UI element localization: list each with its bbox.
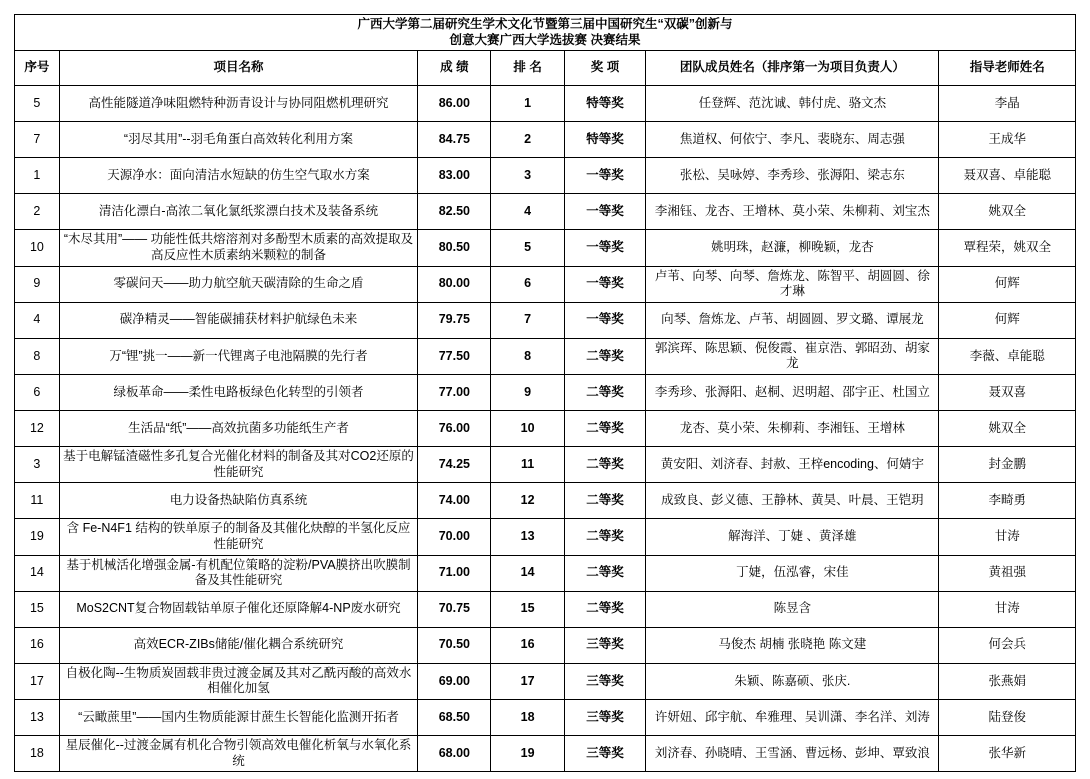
row-rank: 7	[491, 302, 564, 338]
row-score: 83.00	[418, 158, 491, 194]
row-score: 77.00	[418, 375, 491, 411]
row-members: 马俊杰 胡楠 张晓艳 陈文建	[646, 627, 939, 663]
row-teacher: 王成华	[939, 122, 1076, 158]
column-header-rank: 排 名	[491, 51, 564, 86]
row-score: 70.00	[418, 519, 491, 555]
row-rank: 4	[491, 194, 564, 230]
row-score: 86.00	[418, 86, 491, 122]
row-members: 丁婕，伍泓睿，宋佳	[646, 555, 939, 591]
table-body	[15, 86, 1076, 772]
table-row	[15, 519, 1076, 555]
row-project-name: MoS2CNT复合物固载钴单原子催化还原降解4-NP废水研究	[59, 591, 417, 627]
row-teacher: 何辉	[939, 302, 1076, 338]
column-header-award: 奖 项	[564, 51, 645, 86]
table-row	[15, 122, 1076, 158]
row-members: 成致良、彭义德、王静林、黄昊、叶晨、王铠玥	[646, 483, 939, 519]
row-no: 12	[15, 411, 60, 447]
row-score: 70.50	[418, 627, 491, 663]
column-header-row	[15, 51, 1076, 86]
row-no: 16	[15, 627, 60, 663]
row-no: 9	[15, 266, 60, 302]
row-award: 一等奖	[564, 158, 645, 194]
column-header-score: 成 绩	[418, 51, 491, 86]
row-no: 11	[15, 483, 60, 519]
row-no: 14	[15, 555, 60, 591]
table-row	[15, 375, 1076, 411]
row-project-name: 天源净水：面向清洁水短缺的仿生空气取水方案	[59, 158, 417, 194]
row-score: 80.00	[418, 266, 491, 302]
row-no: 13	[15, 700, 60, 736]
row-no: 19	[15, 519, 60, 555]
table-row	[15, 86, 1076, 122]
row-members: 许妍妞、邱宇航、牟雅理、吴训潇、李名洋、刘涛	[646, 700, 939, 736]
row-award: 二等奖	[564, 483, 645, 519]
row-award: 一等奖	[564, 194, 645, 230]
row-award: 一等奖	[564, 266, 645, 302]
table-row	[15, 158, 1076, 194]
row-project-name: “云瞰蔗里”——国内生物质能源甘蔗生长智能化监测开拓者	[59, 700, 417, 736]
row-award: 二等奖	[564, 375, 645, 411]
row-score: 82.50	[418, 194, 491, 230]
table-row	[15, 627, 1076, 663]
row-teacher: 姚双全	[939, 411, 1076, 447]
row-members: 向琴、詹炼龙、卢苇、胡圆圆、罗文璐、谭展龙	[646, 302, 939, 338]
table-row	[15, 736, 1076, 772]
row-no: 6	[15, 375, 60, 411]
row-project-name: 高效ECR-ZIBs储能/催化耦合系统研究	[59, 627, 417, 663]
row-no: 3	[15, 447, 60, 483]
row-teacher: 李晶	[939, 86, 1076, 122]
row-project-name: 星辰催化--过渡金属有机化合物引领高效电催化析氧与水氧化系统	[59, 736, 417, 772]
row-award: 特等奖	[564, 86, 645, 122]
row-rank: 6	[491, 266, 564, 302]
table-row	[15, 591, 1076, 627]
row-no: 8	[15, 338, 60, 374]
row-project-name: 零碳问天——助力航空航天碳清除的生命之盾	[59, 266, 417, 302]
row-rank: 5	[491, 230, 564, 266]
row-award: 二等奖	[564, 411, 645, 447]
row-no: 2	[15, 194, 60, 230]
row-rank: 2	[491, 122, 564, 158]
column-header-name: 项目名称	[59, 51, 417, 86]
row-score: 84.75	[418, 122, 491, 158]
row-award: 三等奖	[564, 736, 645, 772]
row-score: 79.75	[418, 302, 491, 338]
document-title-line-2: 创意大赛广西大学选拔赛 决赛结果	[449, 32, 641, 47]
row-rank: 15	[491, 591, 564, 627]
row-teacher: 陆登俊	[939, 700, 1076, 736]
row-project-name: 电力设备热缺陷仿真系统	[59, 483, 417, 519]
row-no: 4	[15, 302, 60, 338]
row-project-name: 碳净精灵——智能碳捕获材料护航绿色未来	[59, 302, 417, 338]
row-award: 三等奖	[564, 627, 645, 663]
row-project-name: “木尽其用”—— 功能性低共熔溶剂对多酚型木质素的高效提取及高反应性木质素纳米颗粒的制备	[59, 230, 417, 266]
table-row	[15, 483, 1076, 519]
column-header-members: 团队成员姓名（排序第一为项目负责人）	[646, 51, 939, 86]
row-members: 解海洋、丁婕 、黄泽雄	[646, 519, 939, 555]
row-award: 三等奖	[564, 700, 645, 736]
row-award: 一等奖	[564, 230, 645, 266]
table-row	[15, 302, 1076, 338]
row-rank: 11	[491, 447, 564, 483]
row-score: 70.75	[418, 591, 491, 627]
row-teacher: 黄祖强	[939, 555, 1076, 591]
table-row	[15, 447, 1076, 483]
row-award: 三等奖	[564, 663, 645, 699]
row-rank: 12	[491, 483, 564, 519]
row-project-name: 自极化陶--生物质炭固载非贵过渡金属及其对乙酰丙酸的高效水相催化加氢	[59, 663, 417, 699]
row-award: 二等奖	[564, 447, 645, 483]
row-no: 1	[15, 158, 60, 194]
row-project-name: “羽尽其用”--羽毛角蛋白高效转化利用方案	[59, 122, 417, 158]
row-rank: 1	[491, 86, 564, 122]
row-project-name: 含 Fe-N4F1 结构的铁单原子的制备及其催化炔醇的半氢化反应性能研究	[59, 519, 417, 555]
row-members: 陈昱含	[646, 591, 939, 627]
row-members: 郭滨珲、陈思颖、倪俊霞、崔京浩、郭昭劲、胡家龙	[646, 338, 939, 374]
row-members: 朱颖、陈嘉硕、张庆.	[646, 663, 939, 699]
row-no: 17	[15, 663, 60, 699]
table-row	[15, 338, 1076, 374]
row-no: 7	[15, 122, 60, 158]
row-score: 71.00	[418, 555, 491, 591]
row-project-name: 高性能隧道净味阻燃特种沥青设计与协同阻燃机理研究	[59, 86, 417, 122]
row-project-name: 基于机械活化增强金属-有机配位策略的淀粉/PVA膜挤出吹膜制备及其性能研究	[59, 555, 417, 591]
table-row	[15, 230, 1076, 266]
row-members: 卢苇、向琴、向琴、詹炼龙、陈智平、胡圆圆、徐才琳	[646, 266, 939, 302]
row-score: 74.25	[418, 447, 491, 483]
row-members: 任登辉、范沈诚、韩付虎、骆文杰	[646, 86, 939, 122]
row-score: 76.00	[418, 411, 491, 447]
row-rank: 19	[491, 736, 564, 772]
row-teacher: 覃程荣，姚双全	[939, 230, 1076, 266]
row-score: 77.50	[418, 338, 491, 374]
row-no: 15	[15, 591, 60, 627]
row-teacher: 张燕娟	[939, 663, 1076, 699]
table-row	[15, 194, 1076, 230]
table-row	[15, 266, 1076, 302]
row-rank: 17	[491, 663, 564, 699]
row-members: 焦道权、何依宁、李凡、裴晓东、周志强	[646, 122, 939, 158]
row-no: 18	[15, 736, 60, 772]
competition-results-table	[14, 14, 1076, 772]
row-rank: 13	[491, 519, 564, 555]
row-no: 10	[15, 230, 60, 266]
row-no: 5	[15, 86, 60, 122]
row-teacher: 李畸勇	[939, 483, 1076, 519]
row-teacher: 姚双全	[939, 194, 1076, 230]
row-members: 李秀珍、张溽阳、赵桐、迟明超、邵宇正、杜国立	[646, 375, 939, 411]
row-rank: 9	[491, 375, 564, 411]
row-award: 一等奖	[564, 302, 645, 338]
row-teacher: 张华新	[939, 736, 1076, 772]
title-row	[15, 15, 1076, 51]
row-teacher: 聂双喜、卓能聪	[939, 158, 1076, 194]
row-members: 李湘钰、龙杏、王增林、莫小荣、朱柳莉、刘宝杰	[646, 194, 939, 230]
row-teacher: 何辉	[939, 266, 1076, 302]
document-title-line-1: 广西大学第二届研究生学术文化节暨第三届中国研究生“双碳”创新与	[357, 17, 733, 31]
row-teacher: 李薇、卓能聪	[939, 338, 1076, 374]
column-header-teacher: 指导老师姓名	[939, 51, 1076, 86]
row-members: 龙杏、莫小荣、朱柳莉、李湘钰、王增林	[646, 411, 939, 447]
row-project-name: 生活品“纸”——高效抗菌多功能纸生产者	[59, 411, 417, 447]
row-teacher: 何会兵	[939, 627, 1076, 663]
row-score: 80.50	[418, 230, 491, 266]
column-header-no: 序号	[15, 51, 60, 86]
row-rank: 14	[491, 555, 564, 591]
row-score: 68.00	[418, 736, 491, 772]
row-award: 特等奖	[564, 122, 645, 158]
row-rank: 3	[491, 158, 564, 194]
row-project-name: 万“锂”挑一——新一代锂离子电池隔膜的先行者	[59, 338, 417, 374]
row-project-name: 绿板革命——柔性电路板绿色化转型的引领者	[59, 375, 417, 411]
row-award: 二等奖	[564, 555, 645, 591]
row-members: 黄安阳、刘济春、封赦、王梓encoding、何婧宇	[646, 447, 939, 483]
table-row	[15, 663, 1076, 699]
row-score: 74.00	[418, 483, 491, 519]
row-award: 二等奖	[564, 519, 645, 555]
row-rank: 16	[491, 627, 564, 663]
row-members: 张松、吴咏婷、李秀珍、张溽阳、梁志东	[646, 158, 939, 194]
row-rank: 10	[491, 411, 564, 447]
row-rank: 18	[491, 700, 564, 736]
row-teacher: 聂双喜	[939, 375, 1076, 411]
row-rank: 8	[491, 338, 564, 374]
document-title	[15, 15, 1076, 51]
row-members: 刘济春、孙晓晴、王雪涵、曹远杨、彭坤、覃致浪	[646, 736, 939, 772]
table-row	[15, 411, 1076, 447]
row-teacher: 封金鹏	[939, 447, 1076, 483]
row-award: 二等奖	[564, 338, 645, 374]
row-teacher: 甘涛	[939, 519, 1076, 555]
row-award: 二等奖	[564, 591, 645, 627]
row-project-name: 清洁化漂白-高浓二氧化氯纸浆漂白技术及装备系统	[59, 194, 417, 230]
table-row	[15, 700, 1076, 736]
row-project-name: 基于电解锰渣磁性多孔复合光催化材料的制备及其对CO2还原的性能研究	[59, 447, 417, 483]
table-header	[15, 15, 1076, 86]
row-teacher: 甘涛	[939, 591, 1076, 627]
row-members: 姚明珠，赵濂，柳晚颖，龙杏	[646, 230, 939, 266]
row-score: 68.50	[418, 700, 491, 736]
table-row	[15, 555, 1076, 591]
row-score: 69.00	[418, 663, 491, 699]
